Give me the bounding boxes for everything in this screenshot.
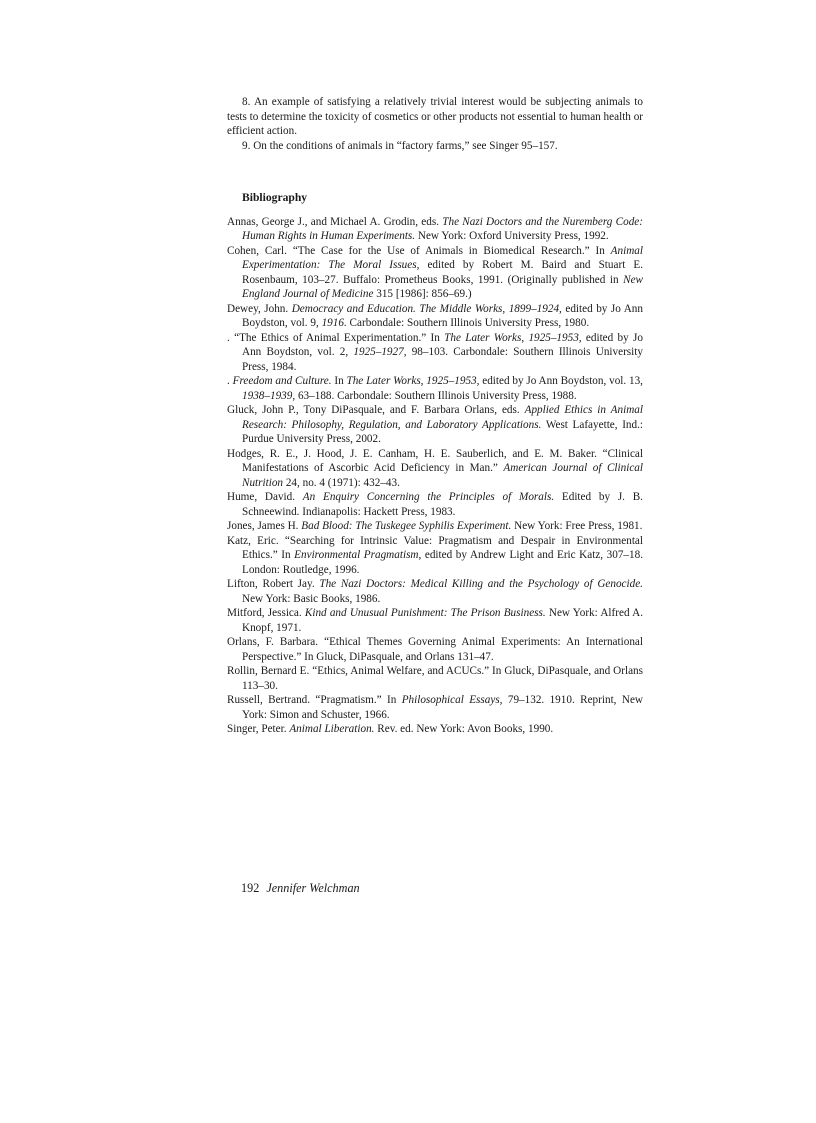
note-9: 9. On the conditions of animals in “factory farms,” see Singer 95–157.: [242, 139, 558, 152]
page-number: 192: [241, 881, 260, 895]
bibliography-heading: Bibliography: [242, 191, 308, 204]
bibliography-entry: Lifton, Robert Jay. The Nazi Doctors: Medical Killing and the Psychology of Genocide. New York: Basic Books, 1986.: [227, 578, 643, 605]
bibliography-entry: Mitford, Jessica. Kind and Unusual Punishment: The Prison Business. New York: Alfred A. Knopf, 1971.: [227, 607, 644, 634]
running-author: Jennifer Welchman: [266, 881, 360, 895]
bibliography-entry: Hodges, R. E., J. Hood, J. E. Canham, H. E. Sauberlich, and E. M. Baker. “Clinical Manifestations of Ascorbic Acid Deficiency in Man.” American Journal of Clinical Nutrition 24, no. 4 (1971): 432–43.: [227, 447, 644, 489]
page-body: [227, 95, 643, 737]
bibliography-entry: Dewey, John. Democracy and Education. The Middle Works, 1899–1924, edited by Jo Ann Boydston, vol. 9, 1916. Carbondale: Southern Illinois University Press, 1980.: [227, 302, 643, 329]
bibliography-list: [227, 215, 643, 737]
bibliography-entry: Jones, James H. Bad Blood: The Tuskegee Syphilis Experiment. New York: Free Press, 1981.: [227, 520, 643, 532]
bibliography-entry: Rollin, Bernard E. “Ethics, Animal Welfare, and ACUCs.” In Gluck, DiPasquale, and Orlans 113–30.: [227, 665, 643, 692]
bibliography-entry: . Freedom and Culture. In The Later Works, 1925–1953, edited by Jo Ann Boydston, vol. 13, 1938–1939, 63–188. Carbondale: Southern Illinois University Press, 1988.: [227, 375, 643, 402]
bibliography-entry: Hume, David. An Enquiry Concerning the Principles of Morals. Edited by J. B. Schneewind. Indianapolis: Hackett Press, 1983.: [227, 491, 643, 518]
bibliography-entry: Cohen, Carl. “The Case for the Use of Animals in Biomedical Research.” In Animal Experimentation: The Moral Issues, edited by Robert M. Baird and Stuart E. Rosenbaum, 103–27. Buffalo: Prometheus Books, 1991. (Originally published in New England Journal of Medicine 315 [1986]: 856–69.): [227, 244, 644, 300]
bibliography-entry: . “The Ethics of Animal Experimentation.” In The Later Works, 1925–1953, edited by Jo Ann Boydston, vol. 2, 1925–1927, 98–103. Carbondale: Southern Illinois University Press, 1984.: [227, 331, 643, 373]
note-8: 8. An example of satisfying a relatively trivial interest would be subjecting animals to tests to determine the toxicity of cosmetics or other products not essential to human health or efficient action.: [227, 96, 644, 137]
bibliography-entry: Annas, George J., and Michael A. Grodin, eds. The Nazi Doctors and the Nuremberg Code: Human Rights in Human Experiments. New York: Oxford University Press, 1992.: [227, 215, 643, 242]
bibliography-entry: Singer, Peter. Animal Liberation. Rev. ed. New York: Avon Books, 1990.: [227, 723, 554, 735]
bibliography-entry: Orlans, F. Barbara. “Ethical Themes Governing Animal Experiments: An International Perspective.” In Gluck, DiPasquale, and Orlans 131–47.: [227, 636, 643, 663]
page-footer: [241, 881, 360, 896]
bibliography-entry: Katz, Eric. “Searching for Intrinsic Value: Pragmatism and Despair in Environmental Ethics.” In Environmental Pragmatism, edited by Andrew Light and Eric Katz, 307–18. London: Routledge, 1996.: [227, 534, 644, 576]
bibliography-entry: Russell, Bertrand. “Pragmatism.” In Philosophical Essays, 79–132. 1910. Reprint, New York: Simon and Schuster, 1966.: [227, 694, 643, 721]
bibliography-entry: Gluck, John P., Tony DiPasquale, and F. Barbara Orlans, eds. Applied Ethics in Animal Research: Philosophy, Regulation, and Laboratory Applications. West Lafayette, Ind.: Purdue University Press, 2002.: [227, 404, 644, 445]
